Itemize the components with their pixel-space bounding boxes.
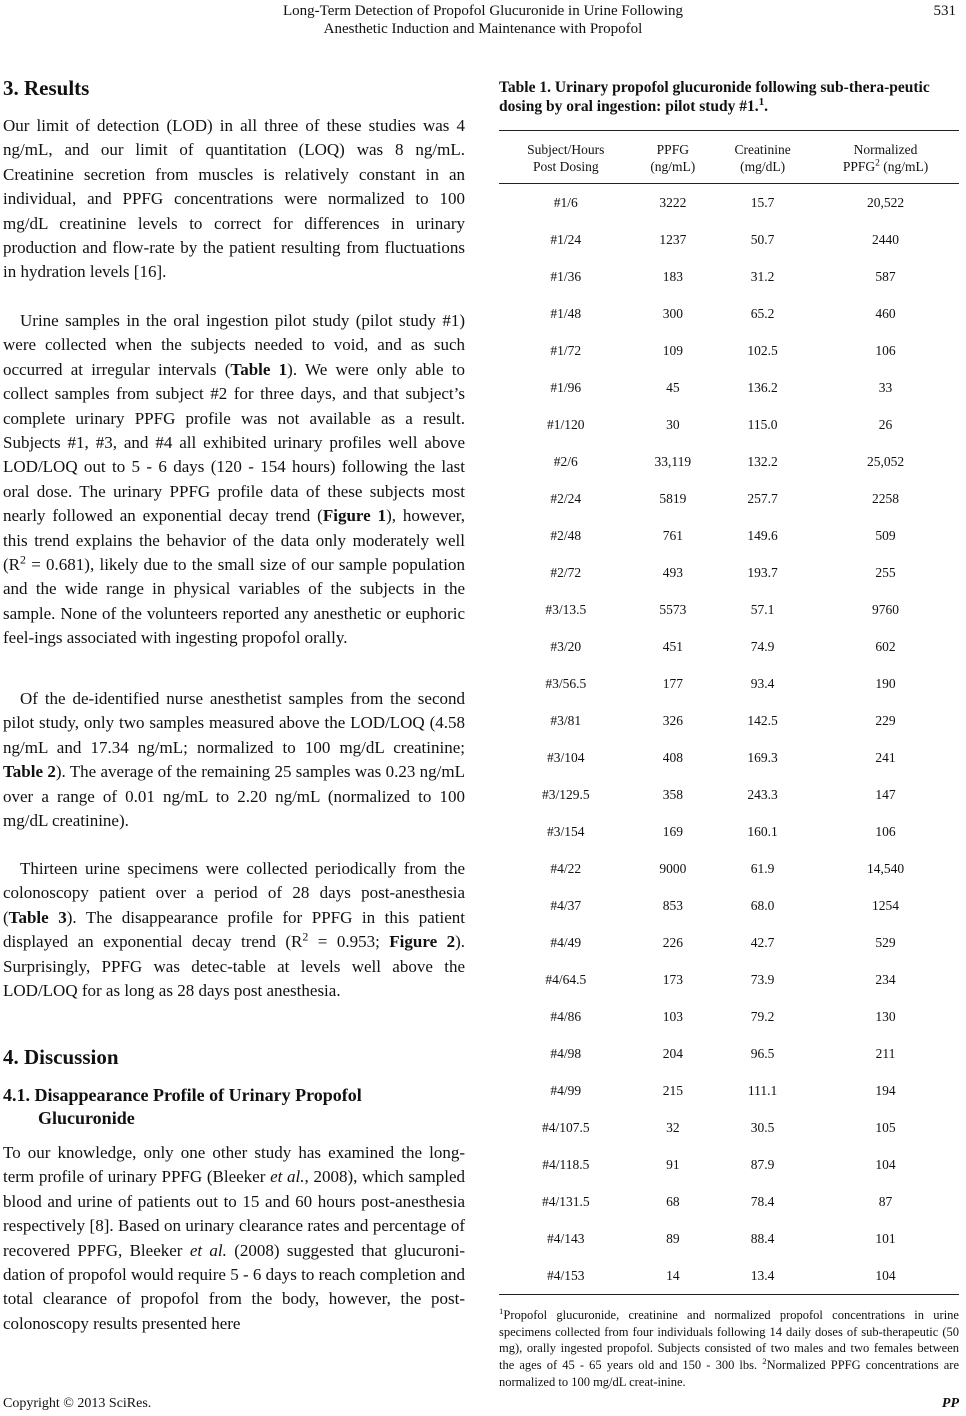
- cell-creatinine: 96.5: [750, 1045, 775, 1061]
- cell-creatinine: 87.9: [750, 1156, 775, 1172]
- cell-creatinine: 78.4: [750, 1193, 775, 1209]
- cell-subject-hours: #1/24: [550, 231, 582, 247]
- cell-subject-hours: #4/64.5: [545, 971, 587, 987]
- cell-ppfg: 33,119: [654, 453, 692, 469]
- table-row: [499, 332, 959, 369]
- table-row: [499, 1146, 959, 1183]
- cell-subject-hours: #3/154: [547, 823, 585, 839]
- cell-ppfg: 226: [662, 934, 683, 950]
- cell-subject-hours: #4/107.5: [541, 1119, 590, 1135]
- cell-subject-hours: #3/104: [547, 749, 585, 765]
- cell-subject-hours: #4/99: [550, 1082, 582, 1098]
- cell-creatinine: 57.1: [750, 601, 775, 617]
- cell-ppfg: 183: [662, 268, 683, 284]
- header-ppfg: PPFG (ng/mL): [633, 131, 714, 184]
- cell-normalized-ppfg: 2258: [872, 490, 900, 506]
- table-row: [499, 813, 959, 850]
- cell-ppfg: 3222: [659, 194, 687, 210]
- header-subject-hours: Subject/Hours Post Dosing: [499, 131, 633, 184]
- cell-ppfg: 493: [662, 564, 683, 580]
- cell-normalized-ppfg: 106: [875, 342, 896, 358]
- cell-creatinine: 257.7: [747, 490, 778, 506]
- cell-normalized-ppfg: 2440: [872, 231, 900, 247]
- cell-ppfg: 5573: [659, 601, 687, 617]
- table-row: [499, 1220, 959, 1257]
- cell-creatinine: 15.7: [750, 194, 775, 210]
- cell-normalized-ppfg: 87: [878, 1193, 893, 1209]
- cell-creatinine: 136.2: [747, 379, 778, 395]
- cell-normalized-ppfg: 234: [875, 971, 896, 987]
- cell-ppfg: 300: [662, 305, 683, 321]
- table-row: [499, 184, 959, 222]
- journal-abbreviation: PP: [941, 1396, 959, 1411]
- cell-creatinine: 102.5: [747, 342, 778, 358]
- cell-ppfg: 451: [662, 638, 683, 654]
- cell-creatinine: 193.7: [747, 564, 778, 580]
- cell-subject-hours: #4/49: [550, 934, 582, 950]
- cell-creatinine: 88.4: [750, 1230, 775, 1246]
- cell-creatinine: 65.2: [750, 305, 775, 321]
- cell-subject-hours: #2/6: [553, 453, 578, 469]
- cell-normalized-ppfg: 33: [878, 379, 893, 395]
- results-paragraph-1: Our limit of detection (LOD) in all three of these studies was 4 ng/mL, and our limit of quantitation (LOQ) was 8 ng/mL. Creatinine secretion from muscles is relatively constant in an individual, and PPFG concentrations were normalized to 100 mg/dL creatinine levels to correct for differences in urinary production and flow-rate by the patient resulting from fluctuations in hydration levels [16].: [3, 116, 465, 282]
- cell-subject-hours: #4/37: [550, 897, 582, 913]
- cell-ppfg: 177: [662, 675, 683, 691]
- cell-ppfg: 761: [662, 527, 683, 543]
- cell-normalized-ppfg: 105: [875, 1119, 896, 1135]
- cell-normalized-ppfg: 106: [875, 823, 896, 839]
- running-title-line1: Long-Term Detection of Propofol Glucuronide in Urine Following: [282, 3, 684, 19]
- table-row: [499, 924, 959, 961]
- cell-subject-hours: #4/131.5: [541, 1193, 590, 1209]
- table-row: [499, 406, 959, 443]
- cell-ppfg: 5819: [659, 490, 687, 506]
- cell-normalized-ppfg: 147: [875, 786, 896, 802]
- cell-subject-hours: #4/22: [550, 860, 582, 876]
- cell-subject-hours: #4/143: [547, 1230, 585, 1246]
- cell-ppfg: 91: [666, 1156, 680, 1172]
- cell-subject-hours: #3/20: [550, 638, 582, 654]
- cell-normalized-ppfg: 25,052: [866, 453, 905, 469]
- cell-subject-hours: #4/86: [550, 1008, 582, 1024]
- table-row: [499, 665, 959, 702]
- cell-ppfg: 103: [662, 1008, 683, 1024]
- table-row: [499, 739, 959, 776]
- header-creatinine: Creatinine (mg/dL): [713, 131, 812, 184]
- cell-ppfg: 9000: [659, 860, 687, 876]
- cell-subject-hours: #1/6: [553, 194, 578, 210]
- table-row: [499, 1257, 959, 1295]
- cell-creatinine: 132.2: [747, 453, 778, 469]
- cell-creatinine: 111.1: [747, 1082, 778, 1098]
- table-row: [499, 517, 959, 554]
- cell-ppfg: 169: [662, 823, 683, 839]
- table-1-reference: Table 1: [230, 359, 288, 379]
- table-3-reference: Table 3: [8, 907, 67, 927]
- table-row: [499, 628, 959, 665]
- cell-normalized-ppfg: 1254: [872, 897, 900, 913]
- cell-normalized-ppfg: 255: [875, 564, 896, 580]
- table-row: [499, 369, 959, 406]
- cell-normalized-ppfg: 509: [875, 527, 896, 543]
- cell-normalized-ppfg: 529: [875, 934, 896, 950]
- cell-creatinine: 243.3: [747, 786, 778, 802]
- results-heading: 3. Results: [3, 76, 90, 100]
- table-2-reference: Table 2: [3, 762, 56, 782]
- cell-subject-hours: #1/72: [550, 342, 582, 358]
- cell-creatinine: 115.0: [747, 416, 778, 432]
- cell-creatinine: 68.0: [750, 897, 775, 913]
- table-row: [499, 850, 959, 887]
- table-row: [499, 776, 959, 813]
- running-title-line2: Anesthetic Induction and Maintenance with Propofol: [323, 21, 643, 37]
- cell-normalized-ppfg: 190: [875, 675, 896, 691]
- page-number: 531: [933, 3, 956, 19]
- cell-normalized-ppfg: 104: [812, 1257, 959, 1295]
- table-row: [499, 1035, 959, 1072]
- discussion-paragraph-1: To our knowledge, only one other study has examined the long-term profile of urinary PPFG (Bleeker et al., 2008), which sampled blood and urine of patients out to 15 and 60 hours post-anesthesia respectively [8]. Based on urinary clearance rates and percentage of recovered PPFG, Bleeker et al. (2008) suggested that glucuroni-dation of propofol would require 5 - 6 days to reach completion and total clearance of propofol from the body, however, the post-colonoscopy results presented here: [3, 1143, 466, 1333]
- cell-subject-hours: #3/56.5: [545, 675, 587, 691]
- table-body: [499, 184, 959, 1295]
- table-row: [499, 1072, 959, 1109]
- header-normalized-ppfg: Normalized PPFG$^2$ (ng/mL): [812, 131, 959, 184]
- results-paragraph-4: Thirteen urine specimens were collected periodically from the colonoscopy patient over a period of 28 days post-anesthesia (Table 3). The disappearance profile for PPFG in this patient displayed an exponential decay trend ($R^2 = 0.953$; Figure 2). Surprisingly, PPFG was detec-table at levels well above the LOD/LOQ for as long as 28 days post anesthesia.: [3, 859, 465, 1001]
- cell-creatinine: 93.4: [750, 675, 775, 691]
- cell-subject-hours: #1/96: [550, 379, 582, 395]
- cell-normalized-ppfg: 460: [875, 305, 896, 321]
- cell-ppfg: 215: [662, 1082, 683, 1098]
- cell-creatinine: 169.3: [747, 749, 778, 765]
- cell-creatinine: 73.9: [750, 971, 775, 987]
- table-row: [499, 998, 959, 1035]
- table-1-caption: Table 1. Urinary propofol glucuronide following sub-thera-peutic dosing by oral ingestion: pilot study #1.$^1$.: [499, 79, 930, 115]
- table-row: [499, 591, 959, 628]
- cell-subject-hours: #3/81: [550, 712, 582, 728]
- cell-subject-hours: #4/98: [550, 1045, 582, 1061]
- cell-ppfg: 326: [662, 712, 683, 728]
- cell-creatinine: 79.2: [750, 1008, 775, 1024]
- cell-creatinine: 42.7: [750, 934, 775, 950]
- table-row: [499, 480, 959, 517]
- cell-normalized-ppfg: 9760: [872, 601, 900, 617]
- figure-2-reference: Figure 2: [389, 932, 456, 952]
- cell-subject-hours: #2/48: [550, 527, 582, 543]
- table-row: [499, 554, 959, 591]
- cell-creatinine: 31.2: [750, 268, 775, 284]
- cell-ppfg: 45: [666, 379, 680, 395]
- cell-subject-hours: #2/72: [550, 564, 582, 580]
- cell-subject-hours: #3/129.5: [541, 786, 590, 802]
- table-row: [499, 702, 959, 739]
- figure-1-reference: Figure 1: [322, 506, 387, 526]
- results-paragraph-3: Of the de-identified nurse anesthetist samples from the second pilot study, only two samples measured above the LOD/LOQ (4.58 ng/mL and 17.34 ng/mL; normalized to 100 mg/dL creatinine; Table 2). The average of the remaining 25 samples was 0.23 ng/mL over a range of 0.01 ng/mL to 2.20 ng/mL (normalized to 100 mg/dL creatinine).: [3, 689, 465, 831]
- cell-creatinine: 61.9: [750, 860, 775, 876]
- table-1: [499, 130, 959, 1295]
- cell-ppfg: 173: [662, 971, 683, 987]
- table-row: [499, 295, 959, 332]
- cell-ppfg: 853: [662, 897, 683, 913]
- cell-normalized-ppfg: 229: [875, 712, 896, 728]
- table-row: [499, 443, 959, 480]
- cell-creatinine: 160.1: [747, 823, 778, 839]
- cell-normalized-ppfg: 130: [875, 1008, 896, 1024]
- cell-ppfg: 89: [666, 1230, 680, 1246]
- cell-ppfg: 109: [662, 342, 683, 358]
- right-column: [499, 78, 959, 1391]
- running-header: [0, 0, 966, 44]
- cell-normalized-ppfg: 241: [875, 749, 896, 765]
- cell-normalized-ppfg: 211: [875, 1045, 896, 1061]
- table-row: [499, 961, 959, 998]
- cell-subject-hours: #4/153: [499, 1257, 633, 1295]
- cell-subject-hours: #3/13.5: [545, 601, 587, 617]
- cell-normalized-ppfg: 26: [878, 416, 893, 432]
- cell-ppfg: 408: [662, 749, 683, 765]
- discussion-heading: 4. Discussion: [3, 1045, 119, 1069]
- table-header-row: [499, 131, 959, 184]
- page-footer: [3, 1396, 959, 1412]
- cell-ppfg: 68: [666, 1193, 680, 1209]
- cell-creatinine: 30.5: [750, 1119, 775, 1135]
- cell-creatinine: 13.4: [713, 1257, 812, 1295]
- results-paragraph-2: Urine samples in the oral ingestion pilot study (pilot study #1) were collected when the subjects needed to void, and as such occurred at irregular intervals (Table 1). We were only able to collect samples from subject #2 for three days, and that subject’s complete urinary PPFG profile was not available as a result. Subjects #1, #3, and #4 all exhibited urinary profiles well above LOD/LOQ out to 5 - 6 days (120 - 154 hours) following the last oral dose. The urinary PPFG profile data of these subjects most nearly followed an exponential decay trend (Figure 1), however, this trend explains the behavior of the data only moderately well $(R^2 = 0.681)$, likely due to the small size of our sample population and the wide range in physical variables of the subjects in the sample. None of the volunteers reported any anesthetic or euphoric feel-ings associated with ingesting propofol orally.: [3, 311, 465, 648]
- table-row: [499, 258, 959, 295]
- cell-normalized-ppfg: 104: [875, 1156, 896, 1172]
- cell-normalized-ppfg: 587: [875, 268, 896, 284]
- cell-ppfg: 204: [662, 1045, 683, 1061]
- table-row: [499, 1183, 959, 1220]
- cell-subject-hours: #1/48: [550, 305, 582, 321]
- cell-ppfg: 32: [666, 1119, 680, 1135]
- copyright-text: Copyright © 2013 SciRes.: [3, 1396, 152, 1411]
- table-1-footnote: $^1$Propofol glucuronide, creatinine and normalized propofol concentrations in urine specimens collected from four individuals following 14 daily doses of sub-therapeutic (50 mg), orally ingested propofol. Subjects consisted of two males and two females between the ages of 45 - 65 years old and 150 - 300 lbs. $^2$Normalized PPFG concentrations are normalized to 100 mg/dL creat-inine.: [499, 1305, 959, 1389]
- subsection-heading-4-1: 4.1. Disappearance Profile of Urinary Propofol Glucuronide: [3, 1085, 362, 1128]
- cell-ppfg: 1237: [659, 231, 687, 247]
- cell-normalized-ppfg: 602: [875, 638, 896, 654]
- cell-subject-hours: #1/120: [547, 416, 585, 432]
- cell-normalized-ppfg: 194: [875, 1082, 896, 1098]
- cell-creatinine: 50.7: [750, 231, 775, 247]
- cell-subject-hours: #2/24: [550, 490, 582, 506]
- cell-normalized-ppfg: 101: [875, 1230, 896, 1246]
- cell-normalized-ppfg: 14,540: [866, 860, 905, 876]
- cell-ppfg: 358: [662, 786, 683, 802]
- cell-ppfg: 14: [633, 1257, 714, 1295]
- cell-creatinine: 74.9: [750, 638, 775, 654]
- table-row: [499, 221, 959, 258]
- cell-creatinine: 142.5: [747, 712, 778, 728]
- cell-creatinine: 149.6: [747, 527, 778, 543]
- cell-ppfg: 30: [666, 416, 680, 432]
- table-row: [499, 887, 959, 924]
- cell-normalized-ppfg: 20,522: [866, 194, 905, 210]
- cell-subject-hours: #1/36: [550, 268, 582, 284]
- table-row: [499, 1109, 959, 1146]
- cell-subject-hours: #4/118.5: [542, 1156, 590, 1172]
